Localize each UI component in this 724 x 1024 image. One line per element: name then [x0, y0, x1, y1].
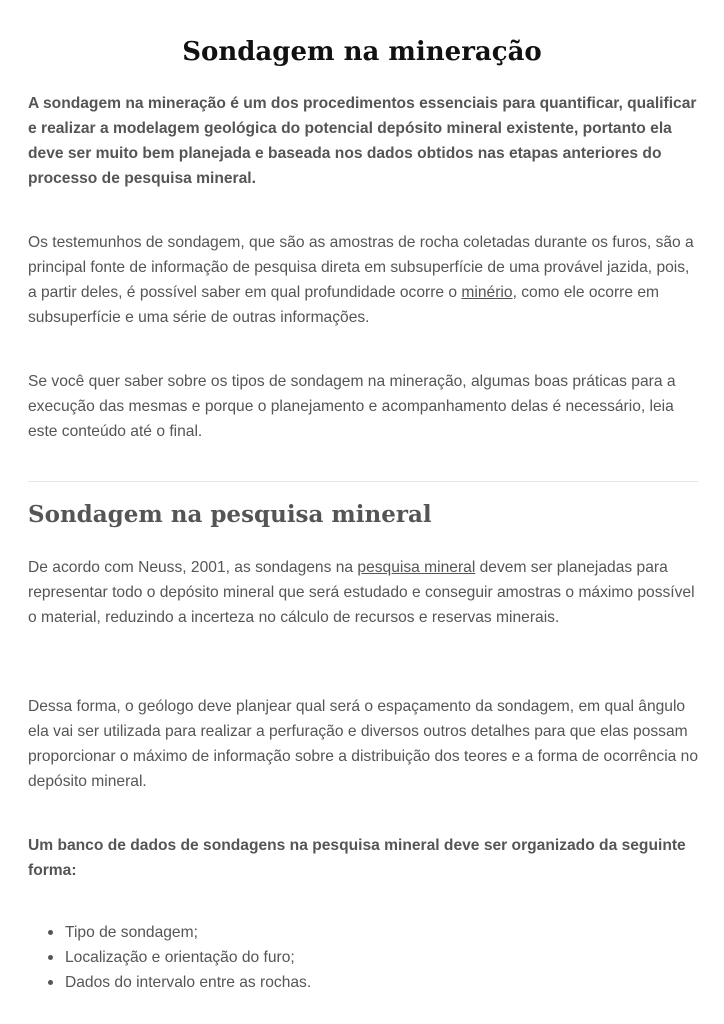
list-item — [28, 970, 698, 995]
bullet-icon — [48, 930, 53, 935]
section-divider — [28, 481, 698, 482]
paragraph-neuss — [28, 555, 698, 630]
paragraph-text: De acordo com Neuss, 2001, as sondagens na — [28, 559, 358, 576]
paragraph-banco-dados: Um banco de dados de sondagens na pesquisa mineral deve ser organizado da seguinte forma: — [28, 837, 686, 879]
list-item-text: Localização e orientação do furo; — [65, 949, 295, 966]
list-item-text: Tipo de sondagem; — [65, 924, 198, 941]
list-item — [28, 920, 698, 945]
section-heading: Sondagem na pesquisa mineral — [28, 501, 432, 528]
bullet-list — [28, 920, 698, 995]
paragraph-testemunhos — [28, 230, 698, 330]
paragraph-tipos: Se você quer saber sobre os tipos de sondagem na mineração, algumas boas práticas para a execução das mesmas e porque o planejamento e acompanhamento delas é necessário, leia este conteúdo até o final. — [28, 373, 676, 440]
pesquisa-mineral-link[interactable]: pesquisa mineral — [357, 559, 476, 576]
paragraph-text: , como ele ocorre em subsuperfície e uma série de outras informações. — [28, 284, 660, 326]
page-title: Sondagem na mineração — [182, 37, 542, 67]
list-item-text: Dados do intervalo entre as rochas. — [65, 974, 312, 991]
paragraph-text: Os testemunhos de sondagem, que são as amostras de rocha coletadas durante os furos, são a principal fonte de informação de pesquisa direta em subsuperfície de uma provável jazida, pois, a partir deles, é possível saber em qual profundidade ocorre o — [28, 234, 694, 301]
paragraph-geologo: Dessa forma, o geólogo deve planjear qual será o espaçamento da sondagem, em qual ângulo ela vai ser utilizada para realizar a perfuração e diversos outros detalhes para que elas possam proporcionar o máximo de informação sobre a distribuição dos teores e a forma de ocorrência no depósito mineral. — [28, 698, 699, 790]
bullet-icon — [48, 955, 53, 960]
paragraph-text: devem ser planejadas para representar todo o depósito mineral que será estudado e conseguir amostras o máximo possível o material, reduzindo a incerteza no cálculo de recursos e reservas minerais. — [28, 559, 695, 626]
bullet-icon — [48, 980, 53, 985]
minerio-link[interactable]: minério — [461, 284, 513, 301]
list-item — [28, 945, 698, 970]
intro-paragraph: A sondagem na mineração é um dos procedimentos essenciais para quantificar, qualificar e realizar a modelagem geológica do potencial depósito mineral existente, portanto ela deve ser muito bem planejada e baseada nos dados obtidos nas etapas anteriores do processo de pesquisa mineral. — [28, 95, 697, 187]
